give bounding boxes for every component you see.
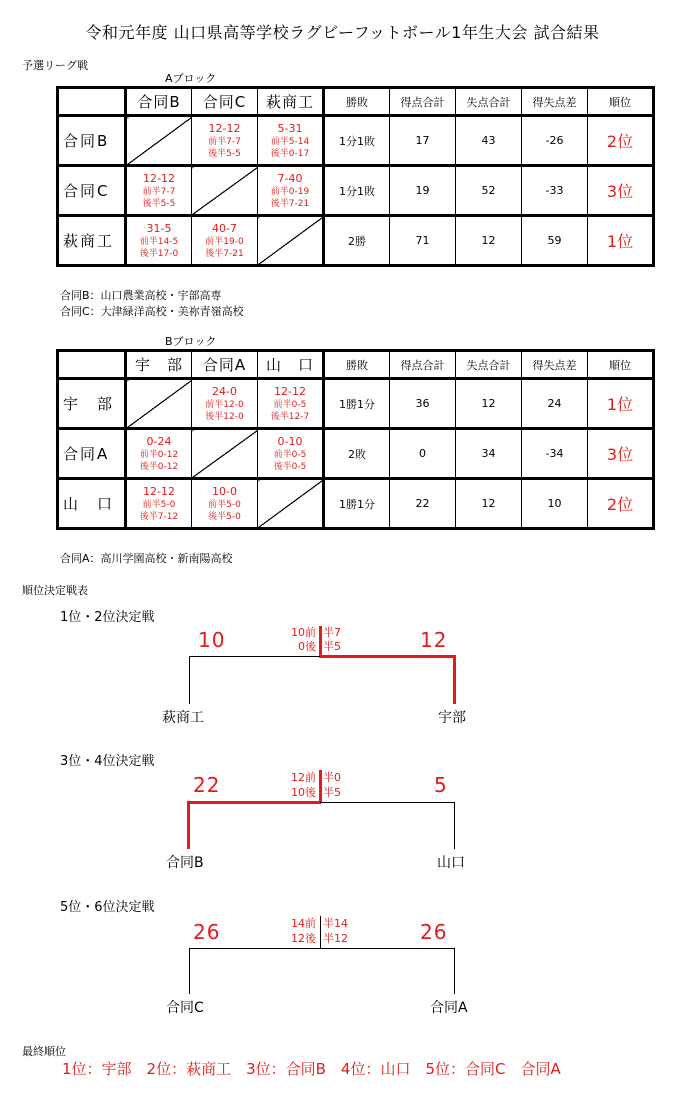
block-b-label: Bブロック (165, 335, 217, 348)
row-team-name: 萩商工 (58, 216, 126, 266)
first-half-score: 前半0-5 (273, 449, 307, 460)
points-for-cell: 19 (390, 166, 456, 216)
page-title: 令和元年度 山口県高等学校ラグビーフットボール1年生大会 試合結果 (85, 23, 600, 42)
row-team-name: 合同B (58, 116, 126, 166)
record-cell: 1勝1分 (324, 379, 390, 429)
total-score: 31-5 (146, 221, 172, 235)
diagonal-cell (258, 216, 324, 266)
final-ranking: 1位：宇部 2位：萩商工 3位：合同B 4位：山口 5位：合同C 合同A (62, 1060, 561, 1078)
column-header: 勝敗 (324, 88, 390, 116)
row-team-name: 山 口 (58, 479, 126, 529)
score-cell (192, 479, 258, 529)
score-cell (192, 379, 258, 429)
record-cell: 2勝 (324, 216, 390, 266)
prelim-label: 予選リーグ戦 (22, 59, 88, 72)
playoff-1-left-score: 10 (198, 628, 226, 652)
playoff-3-left-score: 26 (193, 920, 221, 944)
total-score: 0-24 (146, 434, 172, 448)
playoff-2-left-score: 22 (193, 773, 221, 797)
column-header: 得点合計 (390, 351, 456, 379)
column-header: 合同A (192, 351, 258, 379)
total-score: 0-10 (277, 434, 303, 448)
block-a-note-2: 合同C：大津緑洋高校・美祢青嶺高校 (60, 305, 244, 318)
row-team-name: 合同A (58, 429, 126, 479)
playoff-1-left-h2: 0後 (298, 640, 316, 653)
playoff-2-left-h2: 10後 (291, 786, 316, 799)
rank-cell: 1位 (588, 216, 654, 266)
score-cell (126, 479, 192, 529)
playoff-1-center-line (319, 626, 322, 658)
first-half-score: 前半0-5 (273, 399, 307, 410)
column-header: 勝敗 (324, 351, 390, 379)
playoff-label: 順位決定戦表 (22, 584, 88, 597)
block-a-note-1: 合同B：山口農業高校・宇部高専 (60, 289, 222, 302)
score-cell (258, 166, 324, 216)
column-header: 順位 (588, 351, 654, 379)
column-header: 得点合計 (390, 88, 456, 116)
points-for-cell: 22 (390, 479, 456, 529)
rank-cell: 3位 (588, 166, 654, 216)
total-score: 7-40 (277, 171, 303, 185)
second-half-score: 後半17-0 (139, 248, 179, 259)
playoff-3-right-h1: 半14 (323, 917, 348, 930)
points-against-cell: 34 (456, 429, 522, 479)
playoff-2-left-team: 合同B (166, 855, 204, 871)
playoff-3-left-team: 合同C (166, 1000, 204, 1016)
playoff-2-left-leg (187, 801, 190, 849)
first-half-score: 前半0-12 (139, 449, 179, 460)
column-header: 合同C (192, 88, 258, 116)
first-half-score: 前半14-5 (139, 236, 179, 247)
column-header: 失点合計 (456, 351, 522, 379)
total-score: 12-12 (143, 171, 175, 185)
record-cell: 1分1敗 (324, 166, 390, 216)
playoff-2-center-line (319, 770, 322, 803)
points-against-cell: 12 (456, 379, 522, 429)
block-b-table (56, 349, 655, 530)
first-half-score: 前半7-7 (208, 136, 241, 147)
first-half-score: 前半12-0 (205, 399, 244, 410)
second-half-score: 後半7-12 (139, 511, 179, 522)
first-half-score: 前半5-0 (142, 499, 176, 510)
playoff-3-right-leg (454, 948, 455, 994)
score-cell (258, 429, 324, 479)
playoff-3-left-h2: 12後 (291, 932, 316, 945)
diagonal-cell (192, 429, 258, 479)
points-for-cell: 71 (390, 216, 456, 266)
first-half-score: 前半5-14 (270, 136, 310, 147)
playoff-3-left-leg (189, 948, 190, 994)
score-cell (126, 166, 192, 216)
total-score: 24-0 (212, 384, 237, 398)
second-half-score: 後半7-21 (205, 248, 244, 259)
diff-cell: -34 (522, 429, 588, 479)
points-against-cell: 43 (456, 116, 522, 166)
playoff-3-center-line (320, 916, 321, 949)
diff-cell: 59 (522, 216, 588, 266)
total-score: 12-12 (208, 121, 241, 135)
first-half-score: 前半19-0 (205, 236, 244, 247)
column-header: 萩商工 (258, 88, 324, 116)
final-label: 最終順位 (22, 1045, 66, 1058)
second-half-score: 後半7-21 (270, 198, 310, 209)
column-header: 得失点差 (522, 88, 588, 116)
column-header: 失点合計 (456, 88, 522, 116)
diagonal-cell (126, 379, 192, 429)
column-header: 宇 部 (126, 351, 192, 379)
total-score: 5-31 (277, 121, 303, 135)
rank-cell: 1位 (588, 379, 654, 429)
second-half-score: 後半12-0 (205, 411, 244, 422)
diff-cell: 10 (522, 479, 588, 529)
playoff-1-right-leg (453, 655, 456, 704)
score-cell (126, 429, 192, 479)
diff-cell: -26 (522, 116, 588, 166)
diagonal-cell (192, 166, 258, 216)
total-score: 40-7 (212, 221, 237, 235)
points-against-cell: 12 (456, 479, 522, 529)
playoff-2-right-leg (454, 802, 455, 849)
second-half-score: 後半0-5 (273, 461, 307, 472)
rank-cell: 2位 (588, 116, 654, 166)
playoff-1-right-h1: 半7 (323, 626, 341, 639)
second-half-score: 後半12-7 (270, 411, 310, 422)
points-against-cell: 12 (456, 216, 522, 266)
playoff-1-right-team: 宇部 (438, 710, 466, 726)
column-header: 得失点差 (522, 351, 588, 379)
record-cell: 1勝1分 (324, 479, 390, 529)
score-cell (258, 116, 324, 166)
score-cell (126, 216, 192, 266)
column-header: 山 口 (258, 351, 324, 379)
playoff-2-left-h1: 12前 (291, 771, 316, 784)
block-a-table (56, 86, 655, 267)
playoff-3-bar (189, 948, 455, 949)
score-cell (258, 379, 324, 429)
playoff-3-left-h1: 14前 (291, 917, 316, 930)
points-for-cell: 0 (390, 429, 456, 479)
column-header: 合同B (126, 88, 192, 116)
diff-cell: -33 (522, 166, 588, 216)
playoff-2-right-h1: 半0 (323, 771, 341, 784)
diagonal-cell (258, 479, 324, 529)
playoff-1-left-h1: 10前 (291, 626, 316, 639)
playoff-1-right-bar (320, 655, 456, 658)
points-for-cell: 36 (390, 379, 456, 429)
first-half-score: 前半0-19 (270, 186, 310, 197)
rank-cell: 3位 (588, 429, 654, 479)
second-half-score: 後半5-5 (142, 198, 176, 209)
rank-cell: 2位 (588, 479, 654, 529)
second-half-score: 後半0-17 (270, 148, 310, 159)
first-half-score: 前半7-7 (142, 186, 176, 197)
column-header: 順位 (588, 88, 654, 116)
playoff-2-title: 3位・4位決定戦 (60, 754, 155, 769)
playoff-2-right-h2: 半5 (323, 786, 341, 799)
points-against-cell: 52 (456, 166, 522, 216)
playoff-2-left-bar (187, 801, 321, 804)
playoff-2-right-bar (320, 802, 455, 803)
second-half-score: 後半0-12 (139, 461, 179, 472)
corner-cell (58, 88, 126, 116)
total-score: 12-12 (274, 384, 306, 398)
playoff-1-left-leg (189, 656, 190, 704)
playoff-1-left-bar (189, 656, 320, 657)
row-team-name: 合同C (58, 166, 126, 216)
total-score: 10-0 (212, 484, 237, 498)
score-cell (192, 116, 258, 166)
playoff-1-right-score: 12 (420, 628, 448, 652)
diff-cell: 24 (522, 379, 588, 429)
playoff-3-right-score: 26 (420, 920, 448, 944)
block-b-note-1: 合同A：高川学園高校・新南陽高校 (60, 552, 233, 565)
playoff-1-right-h2: 半5 (323, 640, 341, 653)
record-cell: 1分1敗 (324, 116, 390, 166)
playoff-3-title: 5位・6位決定戦 (60, 900, 155, 915)
second-half-score: 後半5-0 (208, 511, 241, 522)
diagonal-cell (126, 116, 192, 166)
playoff-3-right-team: 合同A (430, 1000, 468, 1016)
points-for-cell: 17 (390, 116, 456, 166)
block-a-label: Aブロック (165, 72, 217, 85)
corner-cell (58, 351, 126, 379)
score-cell (192, 216, 258, 266)
second-half-score: 後半5-5 (208, 148, 241, 159)
playoff-2-right-team: 山口 (437, 855, 465, 871)
playoff-1-left-team: 萩商工 (162, 710, 204, 726)
playoff-2-right-score: 5 (434, 773, 448, 797)
total-score: 12-12 (143, 484, 175, 498)
first-half-score: 前半5-0 (208, 499, 241, 510)
row-team-name: 宇 部 (58, 379, 126, 429)
record-cell: 2敗 (324, 429, 390, 479)
playoff-1-title: 1位・2位決定戦 (60, 610, 155, 625)
playoff-3-right-h2: 半12 (323, 932, 348, 945)
